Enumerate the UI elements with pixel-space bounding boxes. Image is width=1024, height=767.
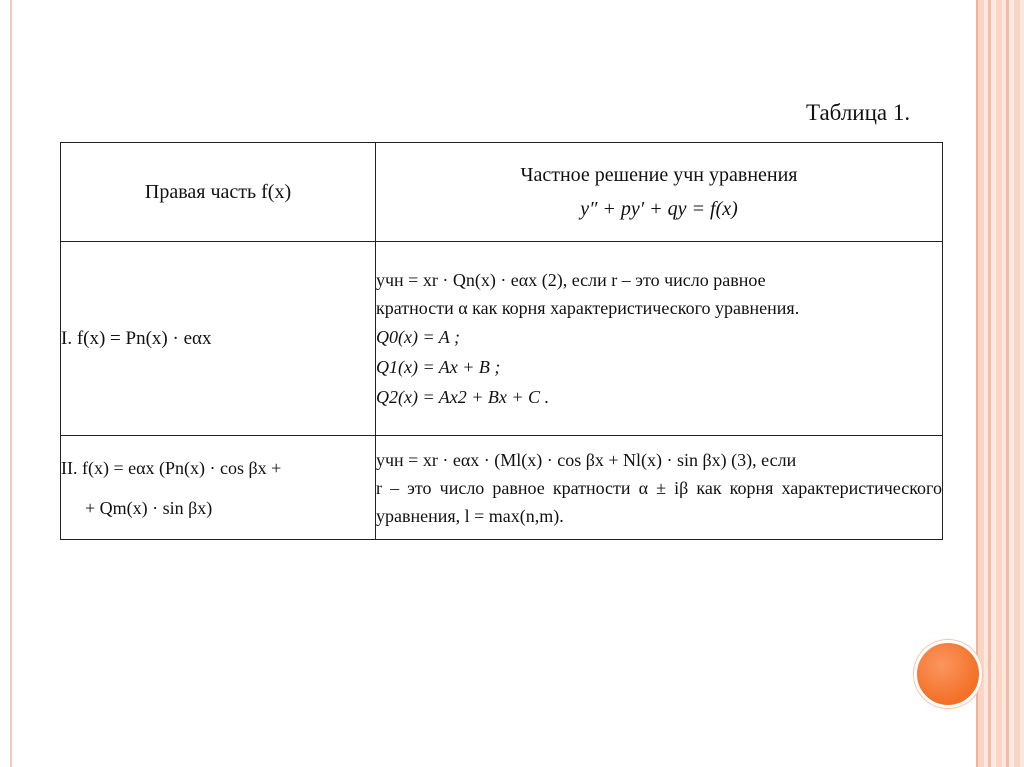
header-right-cell xyxy=(376,143,943,242)
row2-right-formula: yчн = xr · eαx · (Ml(x) · cos βx + Nl(x) · sin βx) (3), если xyxy=(376,449,797,470)
solutions-table xyxy=(60,142,943,540)
row2-left-line1: II. f(x) = eαx (Pn(x) · cos βx + xyxy=(61,457,282,478)
row1-q2: Q2(x) = Ax2 + Bx + C . xyxy=(376,386,550,407)
row2-left-line2: + Qm(x) · sin βx) xyxy=(85,497,213,518)
row1-q1: Q1(x) = Ax + B ; xyxy=(376,356,501,377)
header-left-cell: Правая часть f(x) xyxy=(61,143,376,242)
slide-left-border xyxy=(0,0,12,767)
table-header-row xyxy=(61,143,943,242)
decor-orange-circle xyxy=(914,640,982,708)
table-row-1 xyxy=(61,242,943,436)
header-right-line1: Частное решение yчн уравнения xyxy=(520,164,798,186)
row1-right-formula: yчн = xr · Qn(x) · eαx (2), если r – это число равное xyxy=(376,269,766,290)
row1-right-cell xyxy=(376,242,943,436)
row1-right-text: кратности α как корня характеристического уравнения. xyxy=(376,297,800,318)
slide-decor-stripes xyxy=(978,0,1024,767)
row2-left-cell xyxy=(61,436,376,540)
row2-right-cell xyxy=(376,436,943,540)
table-caption: Таблица 1. xyxy=(806,100,911,125)
row1-q0: Q0(x) = A ; xyxy=(376,326,460,347)
slide-decor-line xyxy=(976,0,978,767)
row1-left-formula: I. f(x) = Pn(x) · eαx xyxy=(61,242,376,436)
table-row-2 xyxy=(61,436,943,540)
header-right-equation: y″ + py′ + qy = f(x) xyxy=(580,198,738,220)
row2-right-text: r – это число равное кратности α ± iβ как корня характеристического уравнения, l = max(n,m). xyxy=(376,477,942,526)
